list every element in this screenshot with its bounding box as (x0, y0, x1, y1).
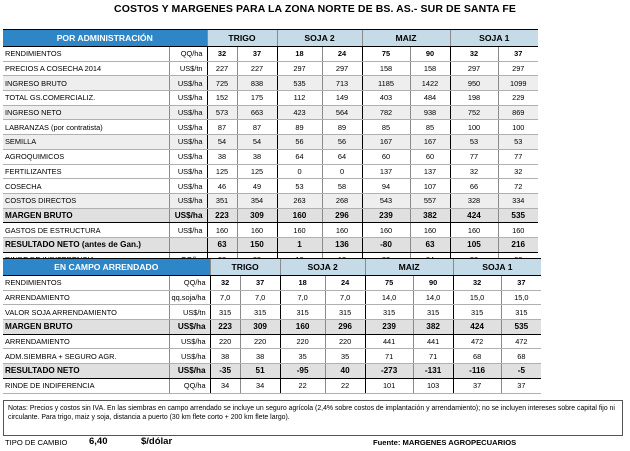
crop-header: MAIZ (362, 30, 450, 47)
row-value: 557 (410, 193, 450, 208)
row-value: 63 (410, 237, 450, 252)
row-value: 150 (237, 237, 277, 252)
row-value: 1099 (498, 76, 538, 91)
row-value: 328 (450, 193, 498, 208)
row-value: 103 (413, 378, 453, 393)
row-value: 137 (410, 164, 450, 179)
row-value: 14,0 (365, 290, 413, 305)
row-value: 424 (450, 208, 498, 223)
row-value: 297 (277, 61, 322, 76)
row-value: 32 (450, 47, 498, 62)
row-value: 77 (450, 149, 498, 164)
row-value: 239 (362, 208, 410, 223)
row-value: 535 (498, 208, 538, 223)
table-row (3, 320, 587, 335)
row-unit: QQ/ha (169, 47, 207, 62)
row-value: 7,0 (325, 290, 365, 305)
table-row (3, 223, 584, 238)
row-value: 90 (410, 47, 450, 62)
table-row (3, 378, 587, 393)
row-label: RINDE DE INDIFERENCIA (3, 378, 169, 393)
row-label: AGROQUIMICOS (3, 149, 169, 164)
row-value: 297 (498, 61, 538, 76)
row-value: 472 (453, 334, 501, 349)
row-value: -95 (280, 364, 325, 379)
row-unit: US$/ha (169, 135, 207, 150)
row-value: 725 (207, 76, 237, 91)
table-header-row (3, 30, 584, 47)
row-value: 35 (325, 349, 365, 364)
notes-text: Notas: Precios y costos sin IVA. En las siembras en campo arrendado se incluye un seguro agrícola (2,4% sobre costos de implantación y arrendamiento); no se incluyen intereses sobre capital fijo ni circulante. Para trigo, maiz y soja, distancia a puerto (30 km flete corto + 200 km flete largo). (8, 405, 615, 421)
row-value: 382 (410, 208, 450, 223)
row-value: 782 (362, 105, 410, 120)
table-row (3, 120, 584, 135)
row-value: 535 (277, 76, 322, 91)
row-label: INGRESO BRUTO (3, 76, 169, 91)
row-value: 297 (322, 61, 362, 76)
row-value: 484 (410, 91, 450, 106)
row-value: 315 (280, 305, 325, 320)
row-value: -5 (501, 364, 541, 379)
row-value: 89 (277, 120, 322, 135)
table-row (3, 164, 584, 179)
row-unit: US$/tn (169, 61, 207, 76)
row-value: 7,0 (280, 290, 325, 305)
row-unit: US$/ha (169, 149, 207, 164)
row-value: 46 (207, 179, 237, 194)
crop-header: TRIGO (207, 30, 277, 47)
table-row (3, 193, 584, 208)
row-value: 53 (450, 135, 498, 150)
row-value: 167 (410, 135, 450, 150)
row-unit (169, 237, 207, 252)
source-label: Fuente: MARGENES AGROPECUARIOS (373, 438, 517, 447)
row-value: 64 (322, 149, 362, 164)
row-label: VALOR SOJA ARRENDAMIENTO (3, 305, 169, 320)
row-value: 0 (277, 164, 322, 179)
row-value: 24 (325, 276, 365, 291)
row-value: 309 (240, 320, 280, 335)
row-value: 160 (277, 208, 322, 223)
row-label: ARRENDAMIENTO (3, 334, 169, 349)
row-label: ADM.SIEMBRA + SEGURO AGR. (3, 349, 169, 364)
row-value: -80 (362, 237, 410, 252)
row-value: 60 (410, 149, 450, 164)
row-value: 0 (322, 164, 362, 179)
row-value: 315 (413, 305, 453, 320)
row-value: 315 (365, 305, 413, 320)
admin-table (3, 29, 584, 267)
crop-header: TRIGO (210, 259, 280, 276)
row-value: 89 (322, 120, 362, 135)
table-row (3, 76, 584, 91)
row-value: 24 (322, 47, 362, 62)
table-row (3, 47, 584, 62)
row-unit: US$/ha (169, 208, 207, 223)
row-value: 160 (280, 320, 325, 335)
row-unit: US$/ha (169, 364, 210, 379)
table-row (3, 237, 584, 252)
row-value: 38 (237, 149, 277, 164)
row-unit: US$/ha (169, 76, 207, 91)
row-value: 90 (413, 276, 453, 291)
row-label: RENDIMIENTOS (3, 276, 169, 291)
row-unit: US$/ha (169, 179, 207, 194)
row-value: 663 (237, 105, 277, 120)
table-row (3, 305, 587, 320)
row-value: 37 (498, 47, 538, 62)
row-unit: US$/ha (169, 120, 207, 135)
row-value: 71 (365, 349, 413, 364)
table-row (3, 61, 584, 76)
notes-box (3, 400, 623, 436)
row-value: 49 (237, 179, 277, 194)
row-value: 7,0 (210, 290, 240, 305)
row-value: 869 (498, 105, 538, 120)
row-unit: US$/ha (169, 223, 207, 238)
row-value: 263 (277, 193, 322, 208)
table-row (3, 135, 584, 150)
row-value: 315 (453, 305, 501, 320)
row-value: 22 (325, 378, 365, 393)
row-unit: US$/ha (169, 105, 207, 120)
row-label: MARGEN BRUTO (3, 208, 169, 223)
row-value: 71 (413, 349, 453, 364)
table-row (3, 179, 584, 194)
crop-header: SOJA 1 (453, 259, 541, 276)
row-value: 229 (498, 91, 538, 106)
row-label: SEMILLA (3, 135, 169, 150)
row-value: 296 (325, 320, 365, 335)
row-value: 37 (237, 47, 277, 62)
row-value: 32 (498, 164, 538, 179)
row-label: MARGEN BRUTO (3, 320, 169, 335)
row-value: 107 (410, 179, 450, 194)
row-value: 7,0 (240, 290, 280, 305)
row-value: 403 (362, 91, 410, 106)
row-value: 64 (277, 149, 322, 164)
row-unit: QQ/ha (169, 378, 210, 393)
table-row (3, 149, 584, 164)
row-value: -116 (453, 364, 501, 379)
row-value: 535 (501, 320, 541, 335)
row-value: 220 (210, 334, 240, 349)
row-value: 56 (322, 135, 362, 150)
row-value: 149 (322, 91, 362, 106)
section-label: EN CAMPO ARRENDADO (3, 259, 210, 276)
row-value: 15,0 (501, 290, 541, 305)
row-value: 220 (280, 334, 325, 349)
row-value: 160 (410, 223, 450, 238)
table-row (3, 276, 587, 291)
row-value: 309 (237, 208, 277, 223)
row-value: 66 (450, 179, 498, 194)
row-value: 53 (498, 135, 538, 150)
row-value: 51 (240, 364, 280, 379)
row-value: 37 (501, 276, 541, 291)
row-value: 441 (365, 334, 413, 349)
crop-header: SOJA 2 (277, 30, 362, 47)
table-header-row (3, 259, 587, 276)
row-value: 160 (277, 223, 322, 238)
row-value: 564 (322, 105, 362, 120)
row-value: 838 (237, 76, 277, 91)
row-unit: US$/ha (169, 349, 210, 364)
row-value: 37 (453, 378, 501, 393)
section-label: POR ADMINISTRACIÓN (3, 30, 207, 47)
row-value: 239 (365, 320, 413, 335)
row-unit: US$/ha (169, 164, 207, 179)
row-value: 105 (450, 237, 498, 252)
exchange-rate-unit: $/dólar (141, 436, 173, 447)
row-unit: US$/ha (169, 320, 210, 335)
row-unit: US$/ha (169, 334, 210, 349)
row-value: 198 (450, 91, 498, 106)
row-value: 34 (240, 378, 280, 393)
row-value: 354 (237, 193, 277, 208)
row-value: 77 (498, 149, 538, 164)
row-value: 160 (362, 223, 410, 238)
table-row (3, 208, 584, 223)
row-label: RESULTADO NETO (3, 364, 169, 379)
row-value: 424 (453, 320, 501, 335)
crop-header: MAIZ (365, 259, 453, 276)
row-value: 297 (450, 61, 498, 76)
row-value: 543 (362, 193, 410, 208)
row-label: COSTOS DIRECTOS (3, 193, 169, 208)
row-value: 315 (325, 305, 365, 320)
page-title: COSTOS Y MARGENES PARA LA ZONA NORTE DE BS. AS.- SUR DE SANTA FE (114, 3, 516, 15)
row-value: 296 (322, 208, 362, 223)
row-label: GASTOS DE ESTRUCTURA (3, 223, 169, 238)
row-unit: US$/tn (169, 305, 210, 320)
row-value: 94 (362, 179, 410, 194)
row-label: LABRANZAS (por contratista) (3, 120, 169, 135)
row-value: 32 (207, 47, 237, 62)
row-label: TOTAL GS.COMERCIALIZ. (3, 91, 169, 106)
table-row (3, 105, 584, 120)
row-value: 56 (277, 135, 322, 150)
row-value: 160 (237, 223, 277, 238)
row-unit: US$/ha (169, 91, 207, 106)
row-value: 158 (410, 61, 450, 76)
table-row (3, 91, 584, 106)
row-value: 713 (322, 76, 362, 91)
row-unit: US$/ha (169, 193, 207, 208)
crop-header: SOJA 1 (450, 30, 538, 47)
row-value: 950 (450, 76, 498, 91)
row-value: 125 (207, 164, 237, 179)
row-value: 125 (237, 164, 277, 179)
row-value: 38 (210, 349, 240, 364)
row-value: 158 (362, 61, 410, 76)
row-value: 68 (453, 349, 501, 364)
row-label: PRECIOS A COSECHA 2014 (3, 61, 169, 76)
row-value: 423 (277, 105, 322, 120)
row-value: 54 (207, 135, 237, 150)
row-value: 85 (362, 120, 410, 135)
row-value: 752 (450, 105, 498, 120)
row-value: 58 (322, 179, 362, 194)
row-value: 75 (362, 47, 410, 62)
row-value: 40 (325, 364, 365, 379)
table-row (3, 349, 587, 364)
row-value: 136 (322, 237, 362, 252)
exchange-rate-value: 6,40 (89, 436, 108, 447)
row-value: 382 (413, 320, 453, 335)
row-label: COSECHA (3, 179, 169, 194)
row-value: 18 (277, 47, 322, 62)
row-value: 315 (210, 305, 240, 320)
row-value: 227 (207, 61, 237, 76)
row-value: 18 (280, 276, 325, 291)
row-value: 160 (322, 223, 362, 238)
row-value: 220 (240, 334, 280, 349)
row-value: 351 (207, 193, 237, 208)
row-value: 22 (280, 378, 325, 393)
row-label: INGRESO NETO (3, 105, 169, 120)
row-value: 160 (498, 223, 538, 238)
row-value: 112 (277, 91, 322, 106)
row-value: 85 (410, 120, 450, 135)
row-value: 223 (210, 320, 240, 335)
row-label: ARRENDAMIENTO (3, 290, 169, 305)
row-value: 63 (207, 237, 237, 252)
rent-table (3, 258, 587, 394)
row-value: 14,0 (413, 290, 453, 305)
row-value: 220 (325, 334, 365, 349)
row-unit: QQ/ha (169, 276, 210, 291)
row-value: 938 (410, 105, 450, 120)
row-value: 54 (237, 135, 277, 150)
row-value: 38 (207, 149, 237, 164)
row-value: 35 (280, 349, 325, 364)
crop-header: SOJA 2 (280, 259, 365, 276)
row-value: 160 (450, 223, 498, 238)
row-value: 75 (365, 276, 413, 291)
row-value: 101 (365, 378, 413, 393)
row-value: 1185 (362, 76, 410, 91)
row-value: 60 (362, 149, 410, 164)
row-value: 37 (240, 276, 280, 291)
row-value: 53 (277, 179, 322, 194)
row-value: 315 (501, 305, 541, 320)
row-value: 87 (207, 120, 237, 135)
row-value: 216 (498, 237, 538, 252)
row-value: 223 (207, 208, 237, 223)
row-unit: qq.soja/ha (169, 290, 210, 305)
row-value: 334 (498, 193, 538, 208)
row-value: 175 (237, 91, 277, 106)
table-row (3, 364, 587, 379)
row-value: -273 (365, 364, 413, 379)
row-value: 1 (277, 237, 322, 252)
row-value: 100 (450, 120, 498, 135)
footer (3, 437, 627, 450)
row-value: 37 (501, 378, 541, 393)
row-value: 32 (210, 276, 240, 291)
row-value: 87 (237, 120, 277, 135)
row-value: 68 (501, 349, 541, 364)
row-label: RESULTADO NETO (antes de Gan.) (3, 237, 169, 252)
row-value: 100 (498, 120, 538, 135)
row-value: 472 (501, 334, 541, 349)
row-value: 441 (413, 334, 453, 349)
table-row (3, 290, 587, 305)
row-value: 167 (362, 135, 410, 150)
row-value: 34 (210, 378, 240, 393)
row-value: -131 (413, 364, 453, 379)
row-value: 38 (240, 349, 280, 364)
row-value: 32 (450, 164, 498, 179)
row-value: 32 (453, 276, 501, 291)
row-value: 160 (207, 223, 237, 238)
row-value: 137 (362, 164, 410, 179)
row-label: RENDIMIENTOS (3, 47, 169, 62)
row-value: 268 (322, 193, 362, 208)
row-value: -35 (210, 364, 240, 379)
table-row (3, 334, 587, 349)
row-value: 15,0 (453, 290, 501, 305)
exchange-rate-label: TIPO DE CAMBIO (5, 438, 68, 447)
row-value: 72 (498, 179, 538, 194)
row-value: 227 (237, 61, 277, 76)
row-label: FERTILIZANTES (3, 164, 169, 179)
row-value: 573 (207, 105, 237, 120)
row-value: 1422 (410, 76, 450, 91)
row-value: 152 (207, 91, 237, 106)
row-value: 315 (240, 305, 280, 320)
